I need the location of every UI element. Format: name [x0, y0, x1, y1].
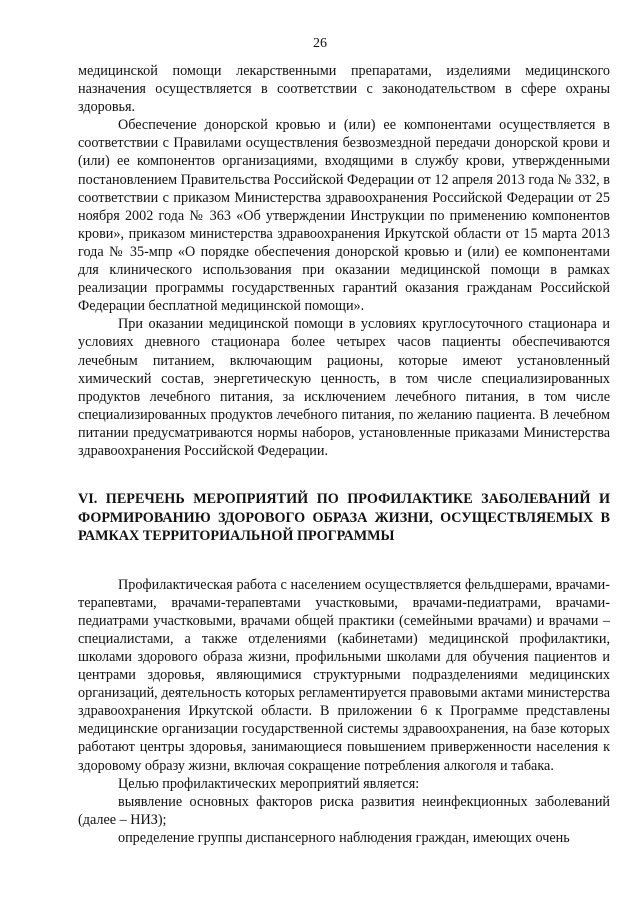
paragraph-blood-supply: Обеспечение донорской кровью и (или) ее компонентами осуществляется в соответствии с Правилами осуществления безвозмездной передачи донорской крови и (или) ее компонентов организациями, входящими в службу крови, утвержденными постановлением Правительства Российской Федерации от 12 апреля 2013 года № 332, в соответствии с приказом Министерства здравоохранения Российской Федерации от 25 ноября 2002 года № 363 «Об утверждении Инструкции по применению компонентов крови», приказом министерства здравоохранения Иркутской области от 15 марта 2013 года № 35-мпр «О порядке обеспечения донорской кровью и (или) ее компонентами для клинического использования при оказании медицинской помощи в рамках реализации программы государственных гарантий оказания гражданам Российской Федерации бесплатной медицинской помощи». [78, 117, 610, 315]
paragraph-prevention-work: Профилактическая работа с населением осуществляется фельдшерами, врачами-терапевтами, врачами-терапевтами участковыми, врачами-педиатрами, врачами-педиатрами участковыми, врачами общей практики (семейными врачами) и врачами – специалистами, а также отделениями (кабинетами) медицинской профилактики, школами здорового образа жизни, профильными школами для обучения пациентов и центрами здоровья, являющимися структурными подразделениями медицинских организаций, деятельность которых регламентируется правовыми актами министерства здравоохранения Иркутской области. В приложении 6 к Программе представлены медицинские организации государственной системы здравоохранения, на базе которых работают центры здоровья, занимающиеся повышением приверженности населения к здоровому образу жизни, включая сокращение потребления алкоголя и табака. [78, 576, 610, 774]
paragraph-dispensary-group: определение группы диспансерного наблюдения граждан, имеющих очень [118, 829, 570, 846]
document-body [78, 62, 610, 847]
paragraph-risk-factors: выявление основных факторов риска развития неинфекционных заболеваний (далее – НИЗ); [78, 793, 610, 828]
paragraph-prevention-goal: Целью профилактических мероприятий является: [118, 775, 420, 792]
page-number: 26 [313, 36, 327, 51]
paragraph-continuation: медицинской помощи лекарственными препаратами, изделиями медицинского назначения осуществляется в соответствии с законодательством в сфере охраны здоровья. [78, 63, 610, 116]
section-heading: VI. ПЕРЕЧЕНЬ МЕРОПРИЯТИЙ ПО ПРОФИЛАКТИКЕ ЗАБОЛЕВАНИЙ И ФОРМИРОВАНИЮ ЗДОРОВОГО ОБРАЗА ЖИЗНИ, ОСУЩЕСТВЛЯЕМЫХ В РАМКАХ ТЕРРИТОРИАЛЬНОЙ ПРОГРАММЫ [78, 491, 610, 545]
paragraph-therapeutic-nutrition: При оказании медицинской помощи в условиях круглосуточного стационара и условиях дневного стационара более четырех часов пациенты обеспечиваются лечебным питанием, включающим рационы, которые имеют установленный химический состав, энергетическую ценность, в том числе специализированных продуктов лечебного питания, за исключением лечебного питания, в том числе специализированных продуктов лечебного питания, по желанию пациента. В лечебном питании предусматриваются нормы наборов, установленные приказами Министерства здравоохранения Российской Федерации. [78, 316, 610, 459]
